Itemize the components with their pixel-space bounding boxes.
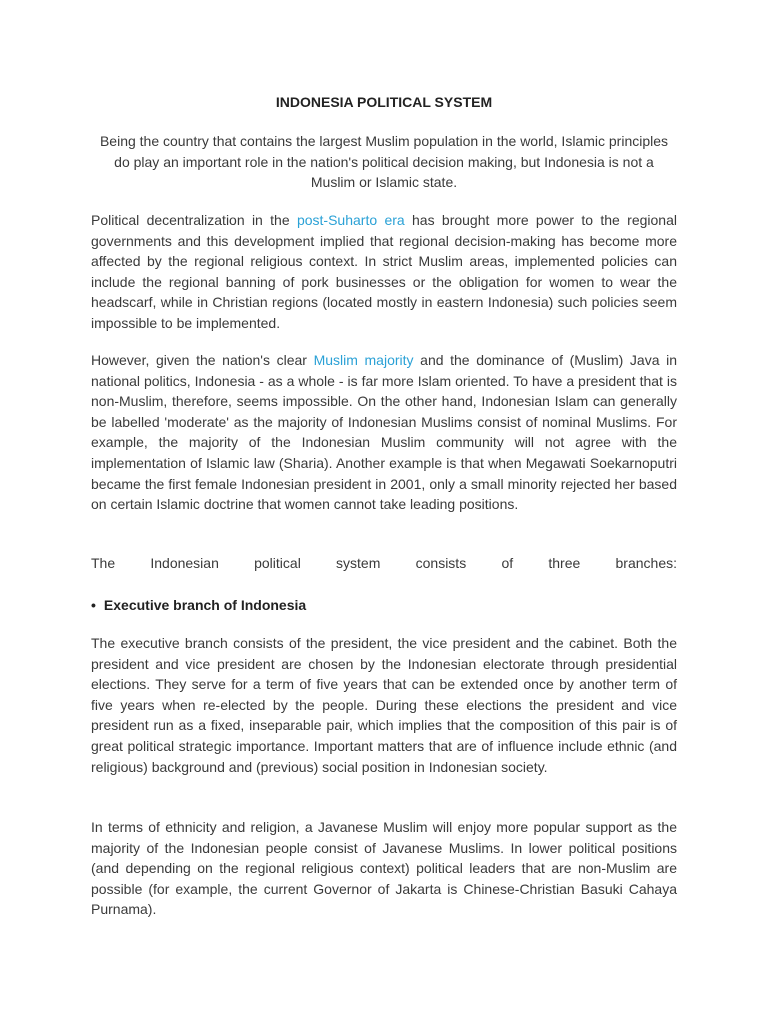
document-title: INDONESIA POLITICAL SYSTEM: [275, 94, 493, 110]
decentralization-paragraph: [91, 210, 677, 334]
p1-text-before: Political decentralization in the: [91, 212, 297, 228]
p1-text-after: has brought more power to the regional governments and this development implied that regional decision-making has become more affected by the regional religious context. In strict Muslim areas, implemented policies can include the regional banning of pork businesses or the obligation for women to wear the headscarf, while in Christian regions (located mostly in eastern Indonesia) such policies seem impossible to be implemented.: [91, 212, 677, 331]
p2-text-before: However, given the nation's clear: [91, 352, 314, 368]
executive-branch-heading-text: Executive branch of Indonesia: [103, 597, 307, 613]
executive-branch-heading: [91, 595, 306, 615]
p2-text-after: and the dominance of (Muslim) Java in national politics, Indonesia - as a whole - is far more Islam oriented. To have a president that is non-Muslim, therefore, seems impossible. On the other hand, Indonesian Islam can generally be labelled 'moderate' as the majority of Indonesian Muslims consist of nominal Muslims. For example, the majority of the Indonesian Muslim community will not agree with the implementation of Islamic law (Sharia). Another example is that when Megawati Soekarnoputri became the first female Indonesian president in 2001, only a small minority rejected her based on certain Islamic doctrine that women cannot take leading positions.: [91, 352, 677, 513]
bullet-marker: •: [91, 597, 96, 613]
post-suharto-era-link[interactable]: post-Suharto era: [296, 212, 405, 228]
ethnicity-religion-paragraph: In terms of ethnicity and religion, a Javanese Muslim will enjoy more popular support as the majority of the Indonesian people consist of Javanese Muslims. In lower political positions (and depending on the regional religious context) political leaders that are non-Muslim are possible (for example, the current Governor of Jakarta is Chinese-Christian Basuki Cahaya Purnama).: [91, 819, 677, 918]
muslim-majority-link[interactable]: Muslim majority: [313, 352, 414, 368]
intro-paragraph: Being the country that contains the largest Muslim population in the world, Islamic principles do play an important role in the nation's political decision making, but Indonesia is not a Muslim or Islamic state.: [99, 133, 669, 190]
executive-branch-paragraph: The executive branch consists of the president, the vice president and the cabinet. Both the president and vice president are chosen by the Indonesian electorate through presidential elections. They serve for a term of five years that can be extended once by another term of five years when re-elected by the people. During these elections the president and vice president run as a fixed, inseparable pair, which implies that the composition of this pair is of great political strategic importance. Important matters that are of influence include ethnic (and religious) background and (previous) social position in Indonesian society.: [91, 635, 677, 775]
muslim-majority-paragraph: [91, 350, 677, 515]
three-branches-paragraph: The Indonesian political system consists of three branches:: [91, 555, 677, 571]
